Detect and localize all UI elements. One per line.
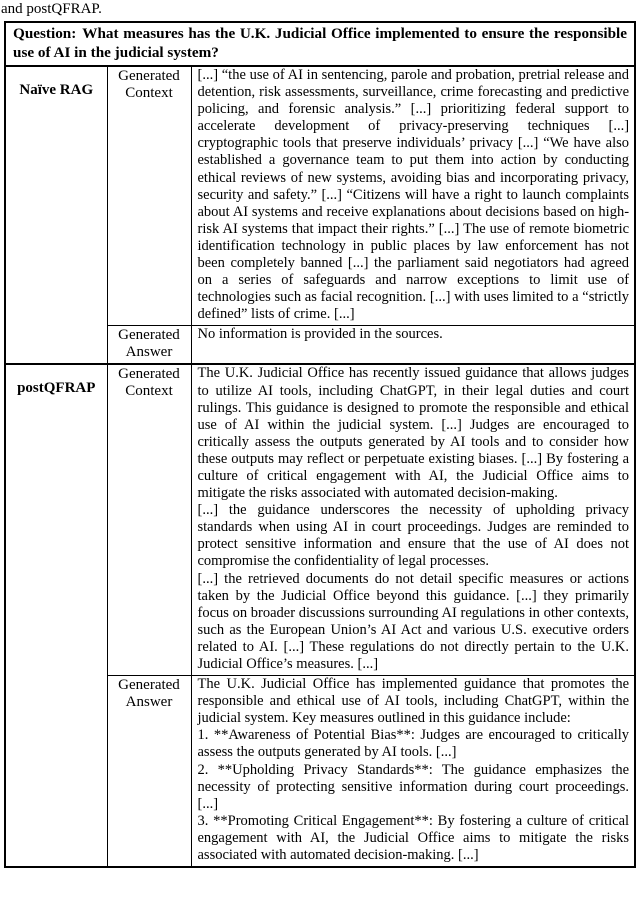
paragraph: 3. **Promoting Critical Engagement**: By fostering a culture of critical engagement with AI, the Judicial Office aims to mitigate the risks associated with automated decision-making. [...] xyxy=(197,812,630,864)
postqfrap-answer-label: Generated Answer xyxy=(107,676,191,868)
question-label: Question: xyxy=(13,25,77,42)
question-row xyxy=(5,22,635,66)
naive-rag-context-label: Generated Context xyxy=(107,66,191,326)
method-cell-naive-rag: Naïve RAG xyxy=(5,66,107,364)
paragraph: [...] the guidance underscores the necessity of upholding privacy standards when using AI in court proceedings. Judges are reminded to protect sensitive information and ensure that the use of AI does not compromise the confidentiality of legal processes. xyxy=(197,502,630,570)
question-text: What measures has the U.K. Judicial Office implemented to ensure the responsible use of AI in the judicial system? xyxy=(13,25,628,61)
question-cell xyxy=(5,22,635,66)
results-table xyxy=(4,21,636,868)
paragraph: [...] the retrieved documents do not detail specific measures or actions taken by the Judicial Office beyond this guidance. [...] they primarily focus on broader discussions surrounding AI regulations in other contexts, such as the European Union’s AI Act and various U.S. executive orders related to AI. [...] These regulations do not directly pertain to the U.K. Judicial Office’s measures. [...] xyxy=(197,570,630,672)
paragraph: [...] “the use of AI in sentencing, parole and probation, pretrial release and detention, risk assessments, surveillance, crime forecasting and predictive policing, and forensic analysis.” [...] prioritizing federal support to accelerate development of privacy-preserving techniques [...] cryptographic tools that preserve individuals’ privacy [...] “We have also established a governance team to put them into action by conducting ethical reviews of new systems, avoiding bias and incorporating privacy, security and safety.” [...] “Citizens will have a right to launch complaints about AI systems and receive explanations about decisions based on high-risk AI systems that impact their rights.” [...] The use of remote biometric identification technology in public places by law enforcement has not been completely banned [...] the parliament said negotiators had agreed on a series of safeguards and narrow exceptions to limit use of technologies such as facial recognition. [...] with uses limited to a “strictly defined” lists of crime. [...] xyxy=(197,67,630,323)
postqfrap-context-text xyxy=(191,364,635,675)
paragraph: The U.K. Judicial Office has implemented guidance that promotes the responsible and ethical use of AI tools, including ChatGPT, within the judicial system. Key measures outlined in this guidance include: xyxy=(197,676,630,727)
method-cell-postqfrap: postQFRAP xyxy=(5,364,107,867)
paragraph: 1. **Awareness of Potential Bias**: Judges are encouraged to critically assess the outputs generated by AI tools. [...] xyxy=(197,727,630,761)
postqfrap-context-label: Generated Context xyxy=(107,364,191,675)
naive-rag-answer-text xyxy=(191,326,635,365)
table-caption-fragment: and postQFRAP. xyxy=(1,1,102,17)
paragraph: The U.K. Judicial Office has recently issued guidance that allows judges to utilize AI tools, including ChatGPT, in their legal duties and court rulings. This guidance is designed to promote the responsible and ethical use of AI within the judicial system. [...] Judges are encouraged to critically assess the outputs generated by AI tools and to consider how these outputs may reflect or perpetuate existing biases. [...] By fostering a culture of critical engagement with AI, the Judicial Office aims to mitigate the risks associated with automated decision-making. xyxy=(197,365,630,502)
paragraph: 2. **Upholding Privacy Standards**: The guidance emphasizes the necessity of protecting sensitive information during court proceedings. [...] xyxy=(197,761,630,812)
postqfrap-answer-text xyxy=(191,676,635,868)
naive-rag-context-text xyxy=(191,66,635,326)
naive-rag-answer-label: Generated Answer xyxy=(107,326,191,365)
naive-rag-context-row xyxy=(5,66,635,326)
paragraph: No information is provided in the sources. xyxy=(197,326,443,343)
postqfrap-context-row xyxy=(5,364,635,675)
